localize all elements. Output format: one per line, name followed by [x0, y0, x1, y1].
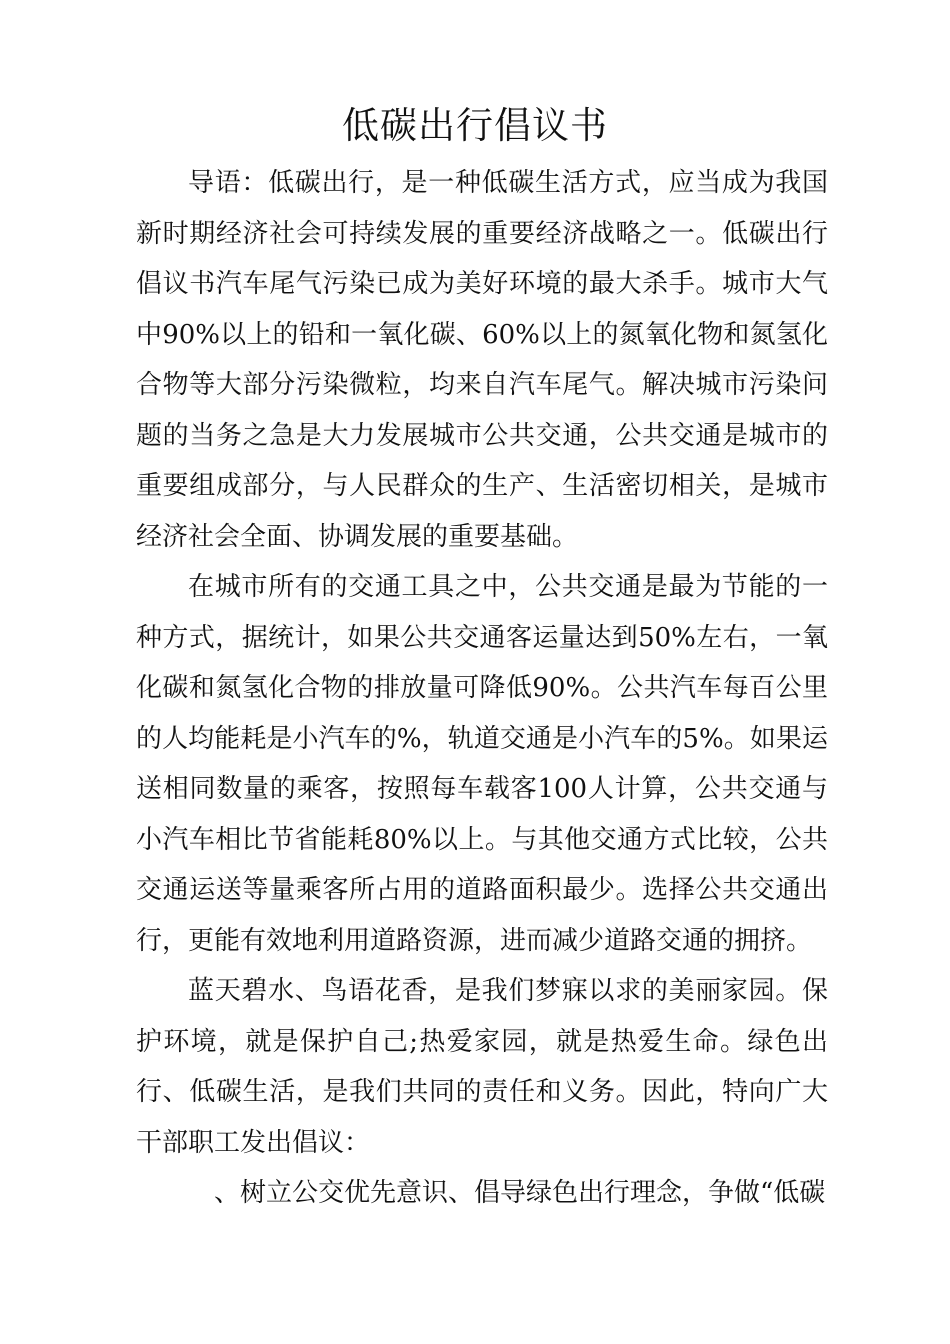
document-body [136, 158, 828, 1219]
paragraph-intro: 导语：低碳出行，是一种低碳生活方式，应当成为我国新时期经济社会可持续发展的重要经济战略之一。低碳出行倡议书汽车尾气污染已成为美好环境的最大杀手。城市大气中90%以上的铅和一氧化碳、60%以上的氮氧化物和氮氢化合物等大部分污染微粒，均来自汽车尾气。解决城市污染问题的当务之急是大力发展城市公共交通，公共交通是城市的重要组成部分，与人民群众的生产、生活密切相关，是城市经济社会全面、协调发展的重要基础。 [136, 168, 828, 552]
paragraph-item-1: 、树立公交优先意识、倡导绿色出行理念，争做“低碳 [214, 1178, 826, 1208]
paragraph-appeal: 蓝天碧水、鸟语花香，是我们梦寐以求的美丽家园。保护环境，就是保护自己;热爱家园，就是热爱生命。绿色出行、低碳生活，是我们共同的责任和义务。因此，特向广大干部职工发出倡议： [136, 976, 828, 1158]
document-title: 低碳出行倡议书 [342, 104, 608, 147]
paragraph-public-transport: 在城市所有的交通工具之中，公共交通是最为节能的一种方式，据统计，如果公共交通客运量达到50%左右，一氧化碳和氮氢化合物的排放量可降低90%。公共汽车每百公里的人均能耗是小汽车的%，轨道交通是小汽车的5%。如果运送相同数量的乘客，按照每车载客100人计算，公共交通与小汽车相比节省能耗80%以上。与其他交通方式比较，公共交通运送等量乘客所占用的道路面积最少。选择公共交通出行，更能有效地利用道路资源，进而减少道路交通的拥挤。 [136, 572, 828, 956]
